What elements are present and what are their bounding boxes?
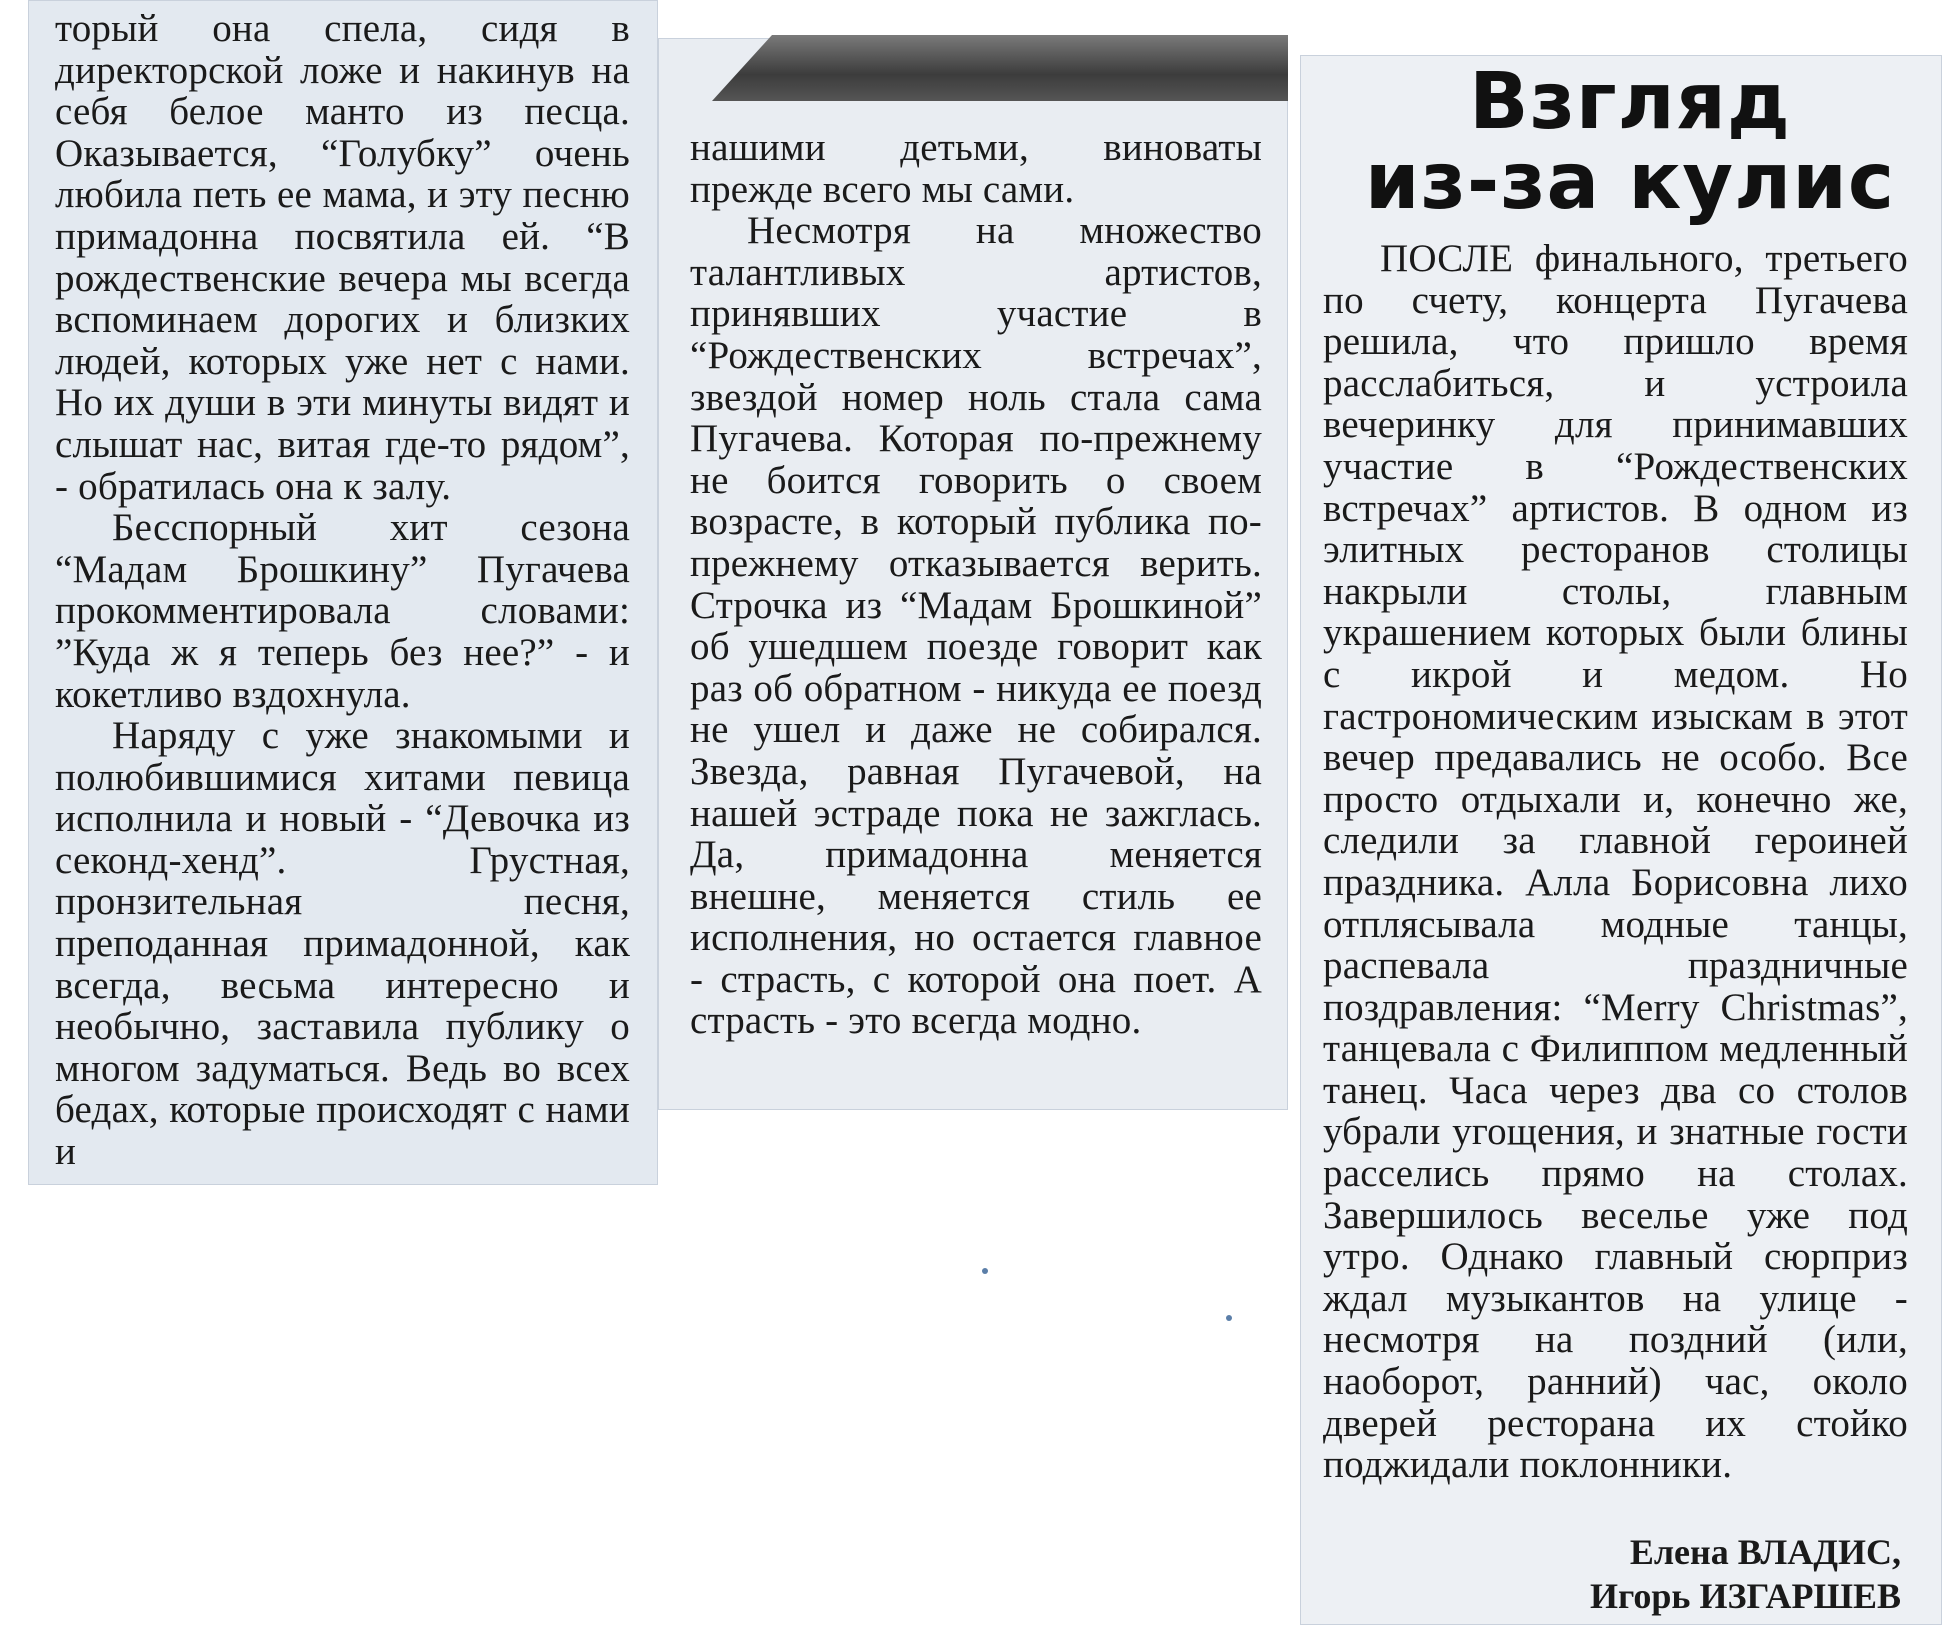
clipping-shadow-tab — [712, 35, 1288, 101]
article-column-2 — [690, 127, 1262, 1042]
paragraph: Наряду с уже знакомыми и полюбившимися хитами певица исполнила и новый - “Девочка из секонд-хенд”. Грустная, пронзительная песня, преподанная примадонной, как всегда, весьма интересно и необычно, заставила публику о многом задуматься. Ведь во всех бедах, которые происходят с нами и — [55, 714, 630, 1174]
article-headline — [1350, 57, 1910, 227]
author-name: Елена ВЛАДИС, — [1629, 1532, 1901, 1572]
ink-speck — [982, 1268, 988, 1274]
paragraph: Бесспорный хит сезона “Мадам Брошкину” Пугачева прокомментировала словами: ”Куда ж я теперь без нее?” - и кокетливо вздохнула. — [55, 506, 630, 716]
ink-speck — [1226, 1315, 1232, 1321]
paragraph: ПОСЛЕ финального, третьего по счету, концерта Пугачева решила, что пришло время расслабиться, и устроила вечеринку для принимавших участие в “Рождественских встречах” артистов. В одном из элитных ресторанов столицы накрыли столы, главным украшением которых были блины с икрой и медом. Но гастрономическим изыскам в этот вечер предавались не особо. Все просто отдыхали и, конечно же, следили за главной героиней праздника. Алла Борисовна лихо отплясывала модные танцы, распевала праздничные поздравления: “Merry Christmas”, танцевала с Филиппом медленный танец. Часа через два со столов убрали угощения, и знатные гости расселись прямо на столах. Завершилось веселье уже под утро. Однако главный сюрприз ждал музыкантов на улице - несмотря на поздний (или, наоборот, ранний) час, около дверей ресторана их стойко поджидали поклонники. — [1323, 237, 1908, 1487]
headline-line: Взгляд — [1469, 57, 1791, 147]
paragraph: Несмотря на множество талантливых артистов, принявших участие в “Рождественских встречах”, звездой номер ноль стала сама Пугачева. Которая по-прежнему не боится говорить о своем возрасте, в который публика по-прежнему отказывается верить. Строчка из “Мадам Брошкиной” об ушедшем поезде говорит как раз об обратном - никуда ее поезд не ушел и даже не собирался. Звезда, равная Пугачевой, на нашей эстраде пока не зажглась. Да, примадонна меняется внешне, меняется стиль ее исполнения, но остается главное - страсть, с которой она поет. А страсть - это всегда модно. — [690, 209, 1262, 1043]
author-name: Игорь ИЗГАРШЕВ — [1589, 1576, 1901, 1616]
article-column-3 — [1323, 238, 1908, 1486]
byline — [1590, 1530, 1901, 1618]
paragraph: торый она спела, сидя в директорской ложе и накинув на себя белое манто из песца. Оказывается, “Голубку” очень любила петь ее мама, и эту песню примадонна посвятила ей. “В рождественские вечера мы всегда вспоминаем дорогих и близких людей, которых уже нет с нами. Но их души в эти минуты видят и слышат нас, витая где-то рядом”, - обратилась она к залу. — [55, 7, 630, 508]
paragraph: нашими детьми, виноваты прежде всего мы сами. — [690, 126, 1262, 211]
headline-line: из-за кулис — [1364, 137, 1896, 227]
article-column-1 — [55, 8, 630, 1173]
